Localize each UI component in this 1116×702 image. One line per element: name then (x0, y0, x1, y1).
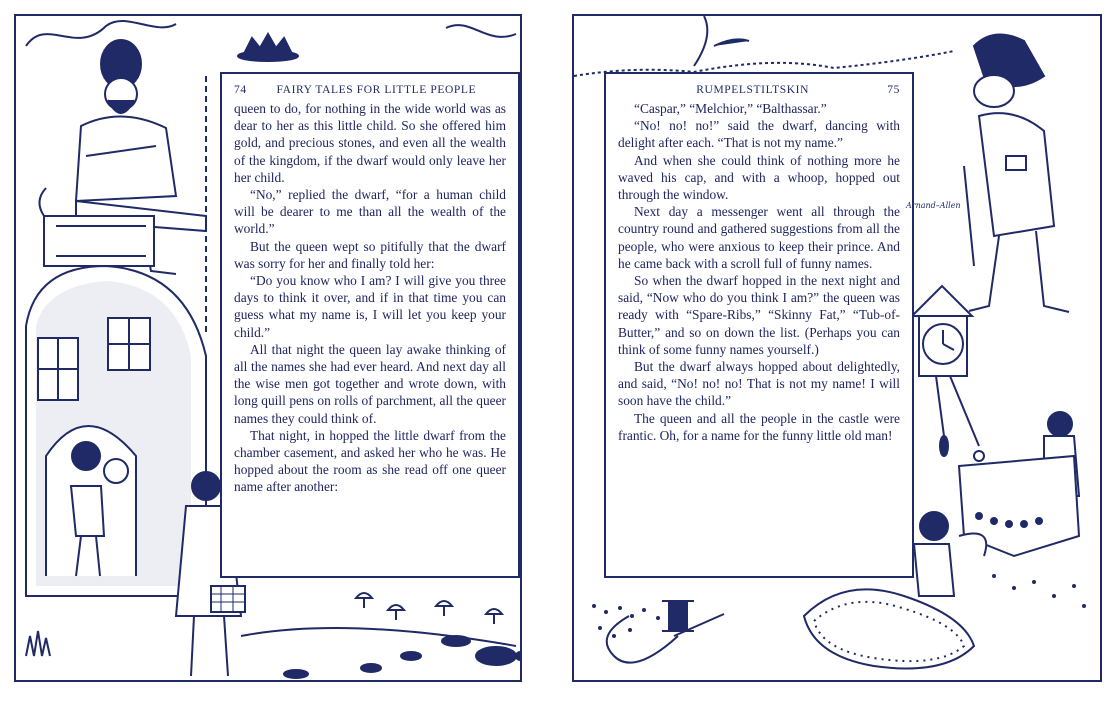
paragraph: That night, in hopped the little dwarf from the chamber casement, and asked her who he was. He hopped about the room as she read off one queer name after another: (234, 427, 506, 495)
paragraph: All that night the queen lay awake thinking of all the names she had ever heard. And next day all the wise men got together and wrote down, with long quill pens on rolls of parchment, all the queer names they could think of. (234, 341, 506, 426)
paragraph: Next day a messenger went all through the country round and gathered suggestions from all the people, who were anxious to keep their prince. And he came back with a scroll full of funny names. (618, 204, 900, 271)
paragraph: So when the dwarf hopped in the next night and said, “Now who do you think I am?” the queen was ready with “Spare-Ribs,” “Skinny Fat,” “Tub-of-Butter,” and so on down the list. (Perhaps you can think of some funny names yourself.) (618, 273, 900, 357)
paragraph: The queen and all the people in the castle were frantic. Oh, for a name for the funny little old man! (618, 410, 900, 443)
turtle (476, 647, 520, 665)
thread (607, 616, 678, 663)
stone-hut (26, 266, 206, 596)
paragraph: queen to do, for nothing in the wide world was as dear to her as this little child. So she offered him gold, and precious stones, and even all the wealth of the kingdom, if the dwarf would only leave her her child. (234, 101, 506, 185)
left-running-head (222, 74, 518, 96)
stepping-stones (284, 636, 470, 678)
tree (694, 16, 749, 66)
crown-icon (238, 34, 298, 61)
paragraph: “Caspar,” “Melchior,” “Balthassar.” (634, 101, 827, 116)
page-number: 74 (234, 84, 247, 96)
left-text-panel (220, 72, 520, 578)
paragraph: But the queen wept so pitifully that the dwarf was sorry for her and finally told her: (234, 238, 506, 271)
dwarf-figure (964, 35, 1069, 312)
right-body-text (606, 96, 912, 444)
grass (26, 631, 50, 656)
left-body-text (222, 96, 518, 496)
garden-path (241, 628, 516, 646)
paragraph: And when she could think of nothing more he waved his cap, and with a whoop, hopped out through the window. (618, 152, 900, 203)
right-text-panel (604, 72, 914, 578)
paragraph: But the dwarf always hopped about delightedly, and said, “No! no! no! That is not my name! I will soon have the child.” (618, 359, 900, 409)
top-ornament-right (446, 25, 516, 37)
shoe-sole (804, 589, 974, 668)
running-title: FAIRY TALES FOR LITTLE PEOPLE (276, 84, 477, 96)
paragraph: “No,” replied the dwarf, “for a human child will be dearer to me than all the wealth of the world.” (234, 187, 506, 237)
running-title: RUMPELSTILTSKIN (696, 84, 810, 96)
top-ornament-left (26, 21, 176, 46)
cuckoo-clock (912, 286, 984, 461)
thread-spool (662, 601, 694, 631)
mushrooms (356, 593, 502, 624)
paragraph: “Do you know who I am? I will give you three days to think it over, and if in that time you can guess what my name is, I will let you keep your child.” (234, 273, 506, 340)
left-page (14, 14, 522, 682)
right-running-head (606, 74, 912, 96)
artist-signature: Arnand–Allen (906, 201, 961, 210)
paragraph: “No! no! no!” said the dwarf, dancing with delight after each. “That is not my name.” (618, 118, 900, 151)
page-number: 75 (887, 84, 900, 96)
right-page (572, 14, 1102, 682)
